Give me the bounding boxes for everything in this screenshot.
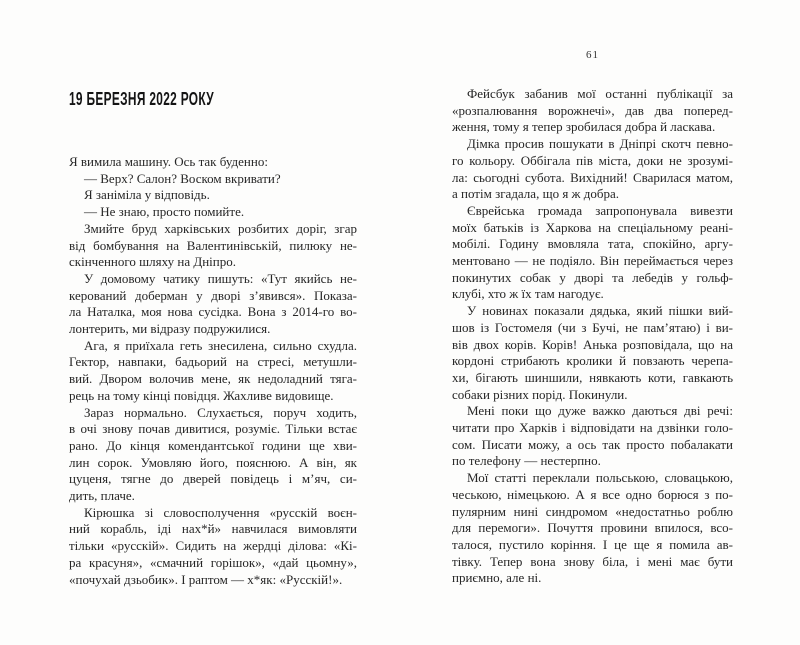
- text-line: сом. Писати можу, а ось так просто побалакати: [452, 436, 733, 452]
- text-line: ний корабль, іді нах*й» навчилася вимовляти: [69, 521, 357, 537]
- text-line: Ага, я приїхала геть знесилена, сильно схудла.: [84, 337, 357, 353]
- text-line: керований доберман у дворі з’явився». Показа-: [69, 287, 357, 303]
- date-heading: 19 БЕРЕЗНЯ 2022 РОКУ: [69, 89, 214, 109]
- paragraph: [452, 203, 733, 303]
- text-line: в очі знову почав дивитися, розуміє. Тільки встає: [69, 421, 357, 437]
- paragraph: [452, 403, 733, 470]
- paragraph: [69, 154, 357, 171]
- text-line: У домовому чатику пишуть: «Тут якийсь не-: [84, 270, 357, 286]
- paragraph: [452, 86, 733, 136]
- paragraph: [452, 303, 733, 403]
- text-line: по телефону — нестерпно.: [452, 453, 601, 469]
- text-line: Мої статті переклали польською, словацькою,: [467, 470, 733, 486]
- paragraph: [69, 405, 357, 505]
- paragraph: [69, 204, 357, 221]
- text-line: ментовано — не подіяло. Він переймається через: [452, 253, 733, 269]
- text-line: собаки різних порід. Покинули.: [452, 386, 628, 402]
- text-line: цуценя, тягне до дверей повідець і м’яч, си-: [69, 471, 357, 487]
- text-line: У новинах показали дядька, який пішки вий-: [467, 303, 733, 319]
- text-line: скінченного шляху на Дніпро.: [69, 254, 236, 270]
- text-line: тівку. Тепер вона знову біла, і мені має бути: [452, 553, 733, 569]
- text-line: ження, тому я тепер зробилася добра й ласкава.: [452, 119, 716, 135]
- page-number: 61: [586, 49, 599, 61]
- text-line: клубі, хто ж їх там нагодує.: [452, 286, 604, 302]
- text-line: дить, плаче.: [69, 488, 135, 504]
- text-line: шов із Гостомеля (чи з Бучі, не пам’ятаю) і ви-: [452, 319, 733, 335]
- text-line: лонтерить, ми відразу подружилися.: [69, 321, 271, 337]
- text-line: кордоні стрибають кролики й повзають черепа-: [452, 353, 733, 369]
- text-line: Єврейська громада запропонувала вивезти: [467, 202, 733, 218]
- text-line: Кірюшка зі словосполучення «русскій воєн-: [84, 504, 357, 520]
- paragraph: [69, 171, 357, 188]
- text-line: хи, бігають шиншили, нявкають коти, гавкають: [452, 369, 733, 385]
- text-line: го кольору. Оббігала пів міста, доки не зрозумі-: [452, 152, 733, 168]
- text-line: лин сорок. Умовляю його, пояснюю. А він, як: [69, 454, 357, 470]
- text-line: ла Наталка, моя нова сусідка. Вона з 2014-го во-: [69, 304, 357, 320]
- text-line: ла: сьогодні субота. Вихідний! Сварилася матом,: [452, 169, 733, 185]
- text-line: Дімка просив пошукати в Дніпрі скотч певно-: [467, 136, 733, 152]
- left-page-text: [69, 154, 357, 588]
- text-line: покинутих собак у дворі та лебедів у гольф-: [452, 269, 733, 285]
- text-line: від бомбування на Валентинівській, пилюку не-: [69, 237, 357, 253]
- text-line: приємно, але ні.: [452, 570, 542, 586]
- text-line: чеською, німецькою. А я все одно борюся з по-: [452, 486, 733, 502]
- text-line: вів двох корів. Корів! Анька розповідала, що на: [452, 336, 733, 352]
- text-line: «розпалювання ворожнечі», дав два поперед-: [452, 102, 733, 118]
- text-line: талося, пустило коріння. І це ще я помила ав-: [452, 536, 733, 552]
- text-line: ра красуня», «смачний горішок», «дай цьомну»,: [69, 554, 357, 570]
- text-line: а потім згадала, що я ж добра.: [452, 186, 620, 202]
- paragraph: [69, 271, 357, 338]
- text-line: Фейсбук забанив мої останні публікації за: [467, 86, 733, 101]
- text-line: — Не знаю, просто помийте.: [84, 204, 245, 220]
- paragraph: [69, 187, 357, 204]
- text-line: Я вимила машину. Ось так буденно:: [69, 154, 268, 169]
- text-line: пулярним нині синдромом «недостатньо роблю: [452, 503, 733, 519]
- text-line: Гектор, навпаки, бадьорий на стресі, метушли-: [69, 354, 357, 370]
- text-line: для перемоги». Почуття провини впилося, всо-: [452, 520, 733, 536]
- text-line: читати про Харків і відповідати на дзвінки голо-: [452, 420, 733, 436]
- paragraph: [69, 505, 357, 589]
- text-line: Змийте бруд харківських розбитих доріг, згар: [84, 220, 357, 236]
- text-line: — Верх? Салон? Воском вкривати?: [84, 170, 281, 186]
- paragraph: [452, 136, 733, 203]
- text-line: «почухай дзьобик». І раптом — х*як: «Русскій!».: [69, 571, 343, 587]
- paragraph: [452, 470, 733, 587]
- text-line: Зараз нормально. Слухається, поруч ходить,: [84, 404, 357, 420]
- paragraph: [69, 221, 357, 271]
- right-page-text: [452, 86, 733, 587]
- text-line: мобілі. Годину вмовляла тата, спокійно, аргу-: [452, 236, 733, 252]
- text-line: Мені поки що дуже важко даються дві речі:: [467, 403, 733, 419]
- text-line: моїх батьків із Харкова на спеціальному реані-: [452, 219, 733, 235]
- text-line: рано. До кінця комендантської години ще хви-: [69, 437, 357, 453]
- paragraph: [69, 338, 357, 405]
- text-line: тільки «русскій». Сидить на жердці ділова: «Кі-: [69, 538, 357, 554]
- text-line: вий. Двором волочив мене, як недоладний тяга-: [69, 371, 357, 387]
- text-line: Я заніміла у відповідь.: [84, 187, 210, 203]
- text-line: рець на тому кінці повідця. Жахливе видовище.: [69, 387, 334, 403]
